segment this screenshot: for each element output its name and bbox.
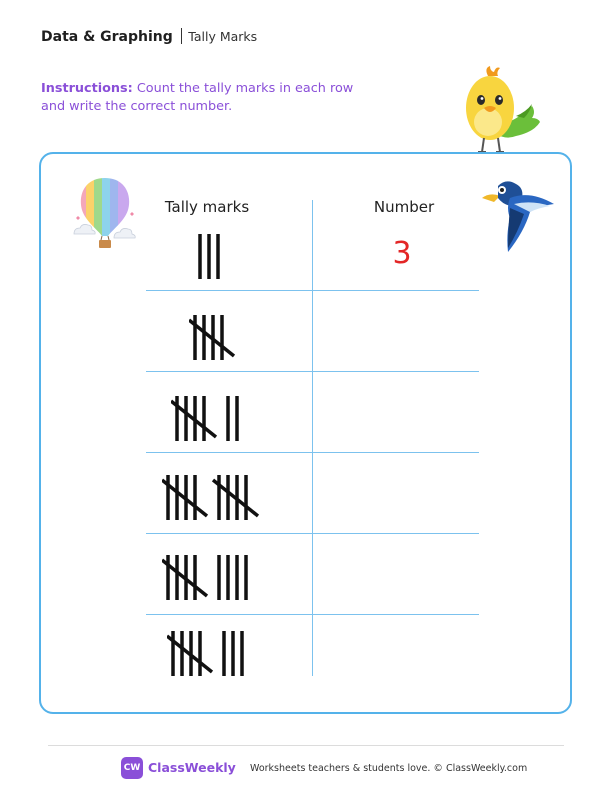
- instructions-text: Count the tally marks in each row and write the correct number.: [41, 81, 354, 114]
- topic-title: Tally Marks: [188, 29, 258, 44]
- tally-mark-row: [162, 472, 272, 526]
- column-divider: [312, 200, 313, 676]
- tally-mark-row: [171, 393, 263, 447]
- tally-marks-column-header: Tally marks: [164, 198, 250, 216]
- row-divider: [146, 452, 479, 453]
- tally-mark-row: [194, 231, 241, 285]
- header-separator: [181, 28, 183, 44]
- row-divider: [146, 614, 479, 615]
- subject-title: Data & Graphing: [41, 29, 173, 45]
- classweekly-logo: CW: [121, 757, 143, 779]
- blue-bird-illustration: [480, 176, 558, 254]
- row-divider: [146, 290, 479, 291]
- footer-divider: [48, 745, 564, 746]
- tally-mark-row: [162, 552, 272, 606]
- example-answer[interactable]: 3: [392, 236, 412, 271]
- row-divider: [146, 533, 479, 534]
- instructions-lead: Instructions:: [41, 81, 133, 96]
- number-column-header: Number: [373, 198, 435, 216]
- tally-mark-row: [189, 312, 245, 366]
- brand-name: ClassWeekly: [148, 760, 236, 775]
- row-divider: [146, 371, 479, 372]
- hot-air-balloon-illustration: [72, 174, 138, 252]
- yellow-green-bird-illustration: [458, 64, 542, 156]
- tally-mark-row: [167, 628, 268, 682]
- worksheet-header: [41, 28, 257, 45]
- footer-tagline: Worksheets teachers & students love. © ClassWeekly.com: [250, 763, 528, 774]
- instructions: [41, 80, 381, 116]
